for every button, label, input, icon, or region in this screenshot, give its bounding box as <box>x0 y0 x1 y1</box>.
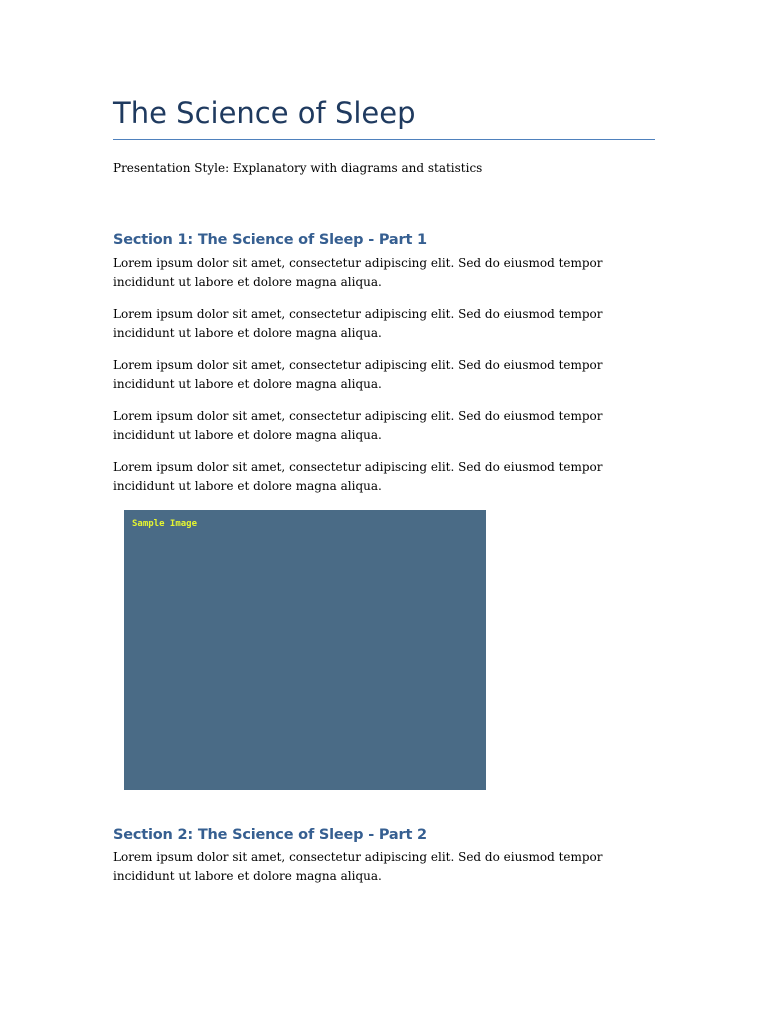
section-1-paragraph-5: Lorem ipsum dolor sit amet, consectetur adipiscing elit. Sed do eiusmod tempor incididunt ut labore et dolore magna aliqua. <box>113 460 603 493</box>
section-1-paragraph-2: Lorem ipsum dolor sit amet, consectetur adipiscing elit. Sed do eiusmod tempor incididunt ut labore et dolore magna aliqua. <box>113 307 603 340</box>
presentation-style: Presentation Style: Explanatory with diagrams and statistics <box>113 161 483 175</box>
document-title: The Science of Sleep <box>113 96 416 130</box>
section-1-paragraph-1: Lorem ipsum dolor sit amet, consectetur adipiscing elit. Sed do eiusmod tempor incididunt ut labore et dolore magna aliqua. <box>113 256 603 289</box>
sample-image-label: Sample Image <box>132 519 198 529</box>
section-2-heading: Section 2: The Science of Sleep - Part 2 <box>113 827 427 843</box>
section-1-heading: Section 1: The Science of Sleep - Part 1 <box>113 232 427 248</box>
sample-image <box>124 510 486 790</box>
section-2-paragraph-1: Lorem ipsum dolor sit amet, consectetur adipiscing elit. Sed do eiusmod tempor incididunt ut labore et dolore magna aliqua. <box>113 850 603 883</box>
title-divider <box>113 139 655 140</box>
section-1-paragraph-3: Lorem ipsum dolor sit amet, consectetur adipiscing elit. Sed do eiusmod tempor incididunt ut labore et dolore magna aliqua. <box>113 358 603 391</box>
section-1-paragraph-4: Lorem ipsum dolor sit amet, consectetur adipiscing elit. Sed do eiusmod tempor incididunt ut labore et dolore magna aliqua. <box>113 409 603 442</box>
